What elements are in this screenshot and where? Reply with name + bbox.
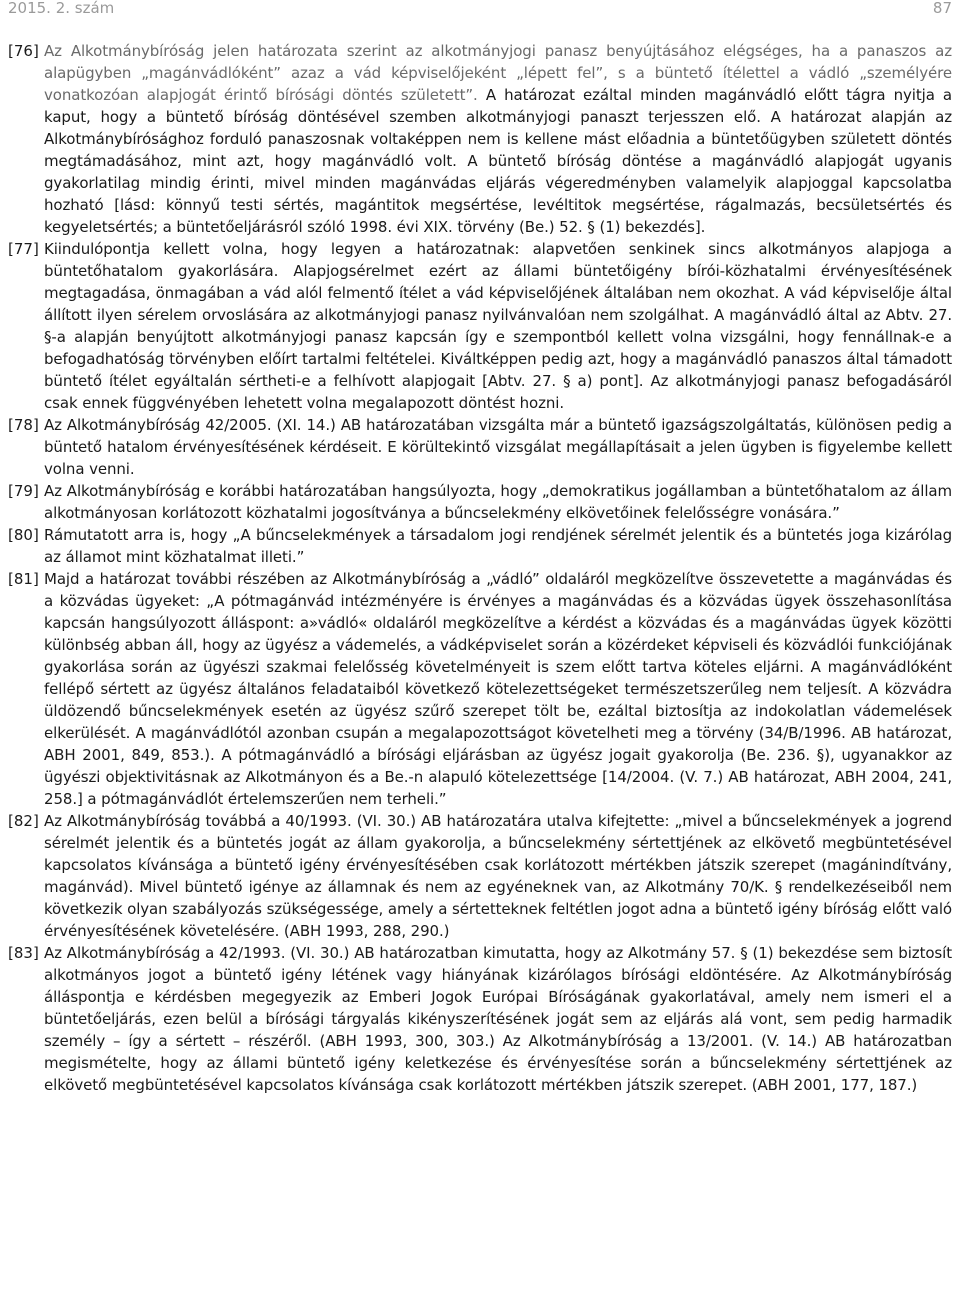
paragraph-text — [44, 40, 952, 238]
paragraph-number: [83] — [8, 944, 39, 962]
paragraph-number: [80] — [8, 526, 39, 544]
paragraph-number: [82] — [8, 812, 39, 830]
paragraph-78 — [8, 414, 952, 480]
paragraph-82 — [8, 810, 952, 942]
paragraph-number: [81] — [8, 570, 39, 588]
paragraph-77 — [8, 238, 952, 414]
paragraph-79 — [8, 480, 952, 524]
issue-label: 2015. 2. szám — [8, 0, 115, 17]
document-body — [8, 40, 952, 1096]
page-number: 87 — [932, 0, 952, 17]
page-header — [8, 0, 952, 18]
paragraph-body: A határozat ezáltal minden magánvádló előtt tágra nyitja a kaput, hogy a büntető bíróság döntésével szemben alkotmányjogi panaszt terjesszen elő. A határozat alapján az Alkotmánybírósághoz forduló panaszosnak voltaképpen nem is kellene mást előadnia a büntetőügyben született döntés megtámadásához, mint azt, hogy magánvádló volt. A büntető bíróság döntése a magánvádló alapjogát ugyanis gyakorlatilag mindig érinti, mivel minden magánvádas eljárás végeredményben valamelyik alapjoggal kapcsolatba hozható [lásd: könnyű testi sértés, magántitok megsértése, levéltitok megsértése, rágalmazás, becsületsértés és kegyeletsértés; a büntetőeljárásról szóló 1998. évi XIX. törvény (Be.) 52. § (1) bekezdés]. — [44, 86, 952, 236]
paragraph-text: Rámutatott arra is, hogy „A bűncselekmények a társadalom jogi rendjének sérelmét jelentik és a büntetés joga kizárólag az államot mint közhatalmat illeti.” — [44, 526, 952, 566]
paragraph-81 — [8, 568, 952, 810]
paragraph-76 — [8, 40, 952, 238]
paragraph-text: Az Alkotmánybíróság 42/2005. (XI. 14.) AB határozatában vizsgálta már a büntető igazságszolgáltatás, különösen pedig a büntető hatalom érvényesítésének kérdéseit. E körültekintő vizsgálat megállapításait a jelen ügyben is figyelembe kellett volna venni. — [44, 416, 952, 478]
paragraph-lead: Az Alkotmánybíróság jelen határozata szerint az alkotmányjogi panasz benyújtásához elégséges, ha a panaszos az alapügyben „magánvádlóként” azaz a vád képviselőjeként „lépett fel”, s a büntető ítélettel a vádló „személyére vonatkozóan alapjogát érintő bírósági döntés született”. — [44, 42, 952, 104]
paragraph-number: [76] — [8, 42, 39, 60]
paragraph-text: Kiindulópontja kellett volna, hogy legyen a határozatnak: alapvetően senkinek sincs alkotmányos alapjoga a büntetőhatalom gyakorlására. Alapjogsérelmet ezért az állami büntetőigény bírói-közhatalmi érvényesítésének megtagadása, önmagában a vád alól felmentő ítélet a vád képviselőjének általában nem okozhat. A vád képviselője által állított ilyen sérelem orvoslására az alkotmányjogi panasz nyilvánvalóan nem szolgálhat. A magánvádló által az Abtv. 27. §-a alapján benyújtott alkotmányjogi panasz kapcsán így e szempontból kellett volna vizsgálni, hogy fennállnak-e a befogadhatóság törvényben előírt tartalmi feltételei. Kiváltképpen pedig azt, hogy a magánvádló panaszos által támadott büntető ítélet egyáltalán sértheti-e a felhívott alapjogait [Abtv. 27. § a) pont]. Az alkotmányjogi panasz befogadásáról csak ennek függvényében lehetett volna megalapozott döntést hozni. — [44, 240, 952, 412]
paragraph-number: [79] — [8, 482, 39, 500]
paragraph-text: Az Alkotmánybíróság továbbá a 40/1993. (VI. 30.) AB határozatára utalva kifejtette: „mivel a bűncselekmények a jogrend sérelmét jelentik és a büntetés jogát az állam gyakorolja, a bűncselekmény sértettjének az elkövető megbüntetésével kapcsolatos kívánsága a büntető igény érvényesítésében csak korlátozott mértékben játszik szerepet (magánindítvány, magánvád). Mivel büntető igénye az államnak és nem az egyéneknek van, az Alkotmány 70/K. § rendelkezéseiből nem következik olyan szabályozás szükségessége, amely a sértetteknek feltétlen jogot adna a büntető igény bíróság előtt való érvényesítésének követelésére. (ABH 1993, 288, 290.) — [44, 812, 952, 940]
paragraph-text: Az Alkotmánybíróság e korábbi határozatában hangsúlyozta, hogy „demokratikus jogállamban a büntetőhatalom az állam alkotmányosan korlátozott közhatalmi jogosítványa a bűncselekmény elkövetőinek felelősségre vonására.” — [44, 482, 952, 522]
paragraph-83 — [8, 942, 952, 1096]
paragraph-number: [78] — [8, 416, 39, 434]
paragraph-text: Majd a határozat további részében az Alkotmánybíróság a „vádló” oldaláról megközelítve összevetette a magánvádas és a közvádas ügyeket: „A pótmagánvád intézményére is érvényes a magánvádas és a közvádas ügyek összehasonlítása kapcsán hangsúlyozott álláspont: a»vádló« oldaláról megközelítve a kérdést a közvádas és a magánvádas ügyek közötti különbség abban áll, hogy az ügyész a vádemelés, a vádképviselet során a közérdeket képviseli és közvádlói funkciójának gyakorlása során az ügyészi szakmai felelősség követelményeit is szem előtt tartva köteles eljárni. A magánvádlóként fellépő sértett az ügyész általános feladataiból következő kötelezettségeket természetszerűleg nem teljesít. A közvádra üldözendő bűncselekmények esetén az ügyész szűrő szerepet tölt be, ezáltal biztosítja az indokolatlan vádemelések elkerülését. A magánvádlótól azonban csupán a megalapozottságot követelheti meg a törvény (34/B/1996. AB határozat, ABH 2001, 849, 853.). A pótmagánvádló a bírósági eljárásban az ügyész jogait gyakorolja (Be. 236. §), ugyanakkor az ügyészi objektivitásnak az Alkotmányon és a Be.-n alapuló kötelezettsége [14/2004. (V. 7.) AB határozat, ABH 2004, 241, 258.] a pótmagánvádlót értelemszerűen nem terheli.” — [44, 570, 952, 808]
paragraph-number: [77] — [8, 240, 39, 258]
paragraph-text: Az Alkotmánybíróság a 42/1993. (VI. 30.) AB határozatban kimutatta, hogy az Alkotmány 57. § (1) bekezdése sem biztosít alkotmányos jogot a büntető igény létének vagy hiányának kizárólagos bírósági eldöntésére. Az Alkotmánybíróság álláspontja e kérdésben megegyezik az Emberi Jogok Európai Bíróságának gyakorlatával, amely nem ismeri el a büntetőeljárás, ezen belül a bírósági tárgyalás kikényszerítésének jogát sem az eljárás alá vont, sem pedig harmadik személy – így a sértett – részéről. (ABH 1993, 300, 303.) Az Alkotmánybíróság a 13/2001. (V. 14.) AB határozatban megismételte, hogy az állami büntető igény keletkezése és érvényesítése során a bűncselekmény sértettjének az elkövető megbüntetésével kapcsolatos kívánsága csak korlátozott mértékben játszik szerepet. (ABH 2001, 177, 187.) — [44, 944, 952, 1094]
paragraph-80 — [8, 524, 952, 568]
